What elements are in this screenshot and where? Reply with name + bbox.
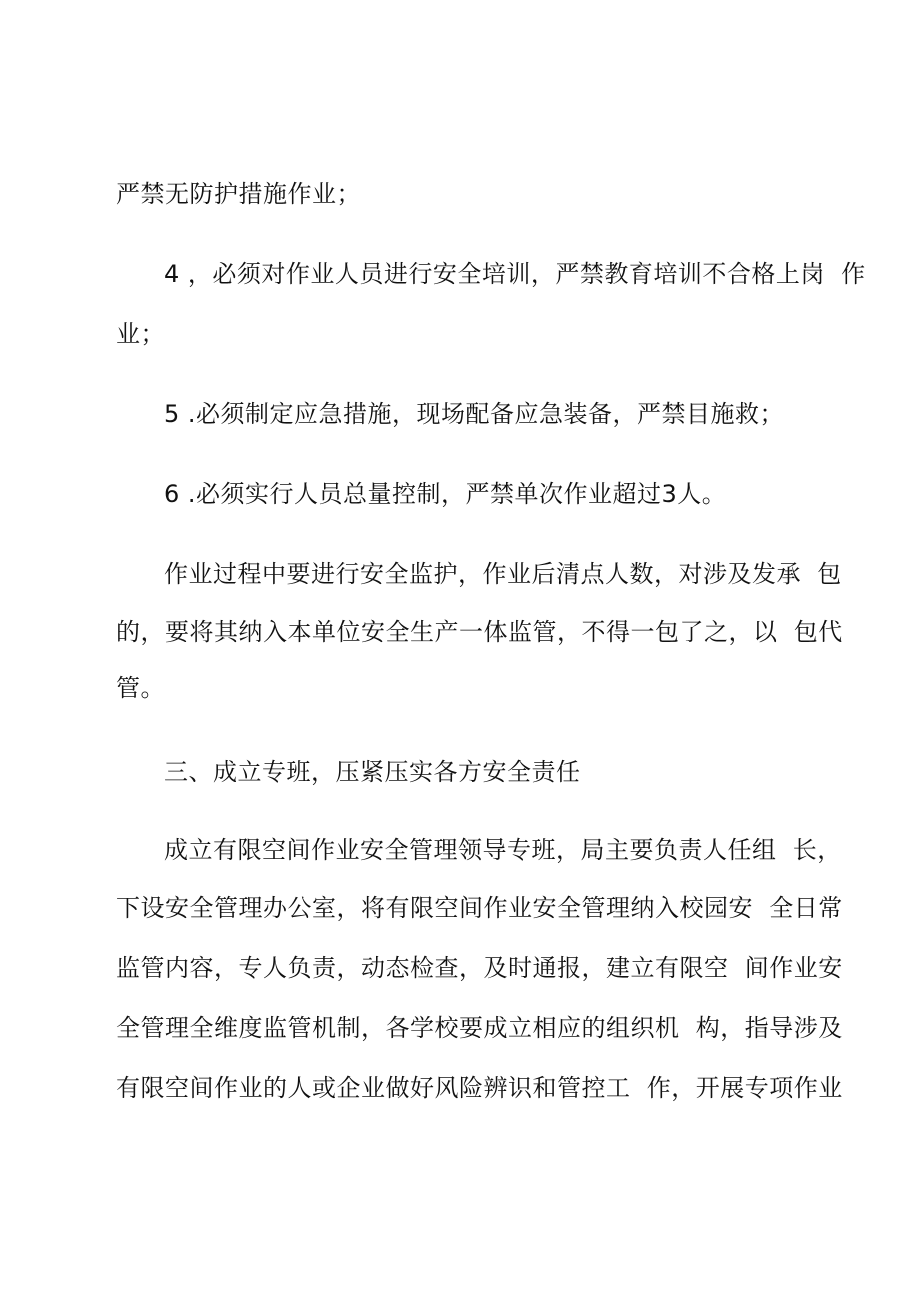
text-line-3: 业；	[116, 320, 165, 348]
text-line-1: 严禁无防护措施作业；	[116, 180, 361, 208]
text-line-13: 有限空间作业的人或企业做好风险辨识和管控工 作，开展专项作业	[116, 1074, 843, 1102]
text-line-8: 管。	[116, 674, 165, 702]
section-heading: 三、成立专班，压紧压实各方安全责任	[164, 758, 581, 786]
text-line-2: 4 ，必须对作业人员进行安全培训，严禁教育培训不合格上岗 作	[164, 260, 866, 288]
text-line-11: 监管内容，专人负责，动态检查，及时通报，建立有限空 间作业安	[116, 954, 843, 982]
text-line-12: 全管理全维度监管机制，各学校要成立相应的组织机 构，指导涉及	[116, 1014, 843, 1042]
text-line-7: 的，要将其纳入本单位安全生产一体监管，不得一包了之，以 包代	[116, 618, 843, 646]
text-line-5: 6 .必须实行人员总量控制，严禁单次作业超过3人。	[164, 480, 727, 508]
text-line-6: 作业过程中要进行安全监护，作业后清点人数，对涉及发承 包	[164, 560, 842, 588]
text-line-10: 下设安全管理办公室，将有限空间作业安全管理纳入校园安 全日常	[116, 894, 843, 922]
text-line-9: 成立有限空间作业安全管理领导专班，局主要负责人任组 长，	[164, 836, 842, 864]
text-line-4: 5 .必须制定应急措施，现场配备应急装备，严禁目施救；	[164, 400, 785, 428]
